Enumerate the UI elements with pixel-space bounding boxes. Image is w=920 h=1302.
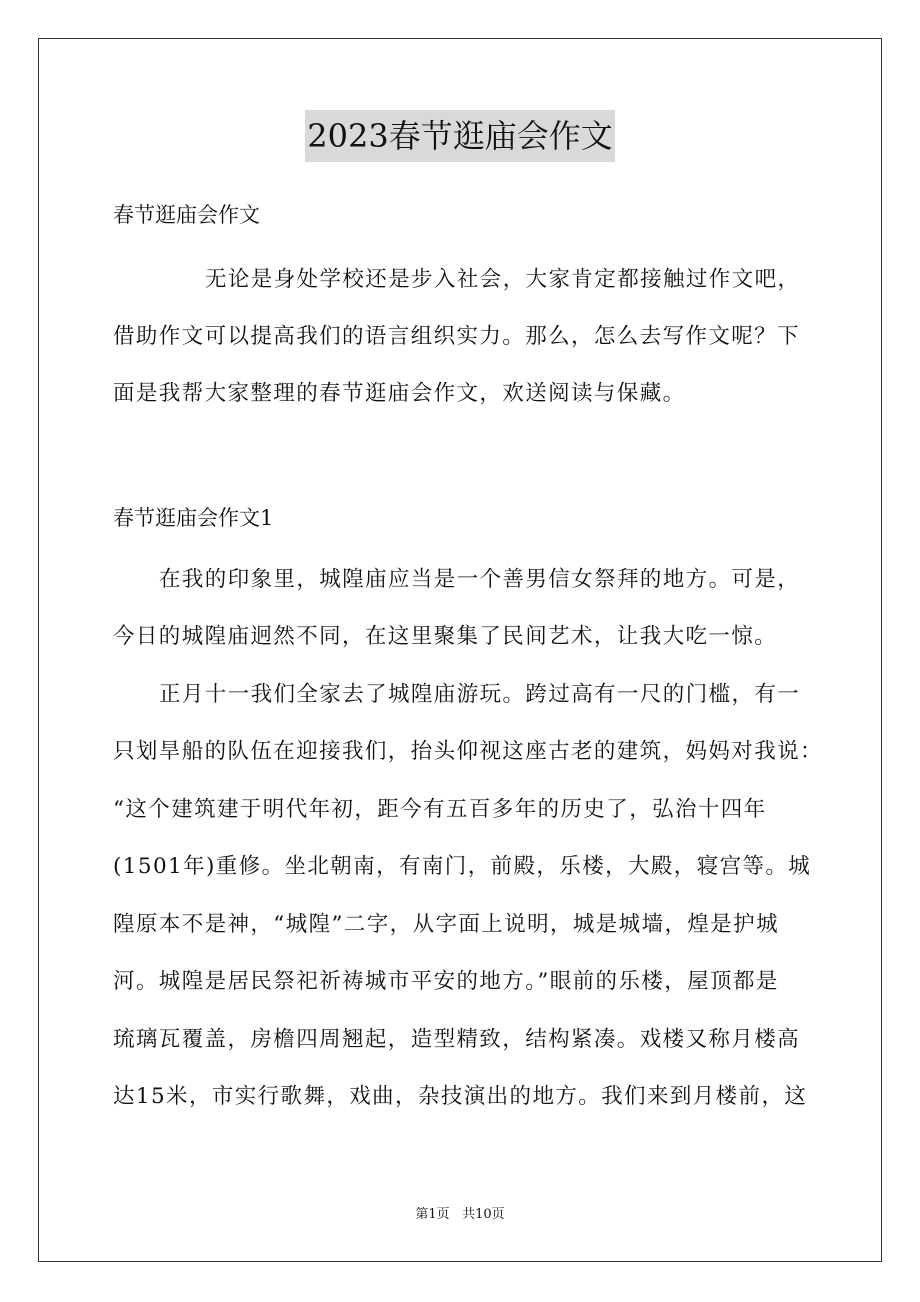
- intro-line-2: 借助作文可以提高我们的语言组织实力。那么，怎么去写作文呢？下: [113, 324, 801, 349]
- body-line-4: 只划旱船的队伍在迎接我们，抬头仰视这座古老的建筑，妈妈对我说：: [113, 739, 823, 764]
- page-footer: [0, 1205, 920, 1225]
- body-line-7: 隍原本不是神，“城隍”二字，从字面上说明，城是城墙，煌是护城: [113, 912, 779, 937]
- body-line-9: 琉璃瓦覆盖，房檐四周翘起，造型精致，结构紧凑。戏楼又称月楼高: [113, 1027, 801, 1052]
- body-line-2: 今日的城隍庙迥然不同，在这里聚集了民间艺术，让我大吃一惊。: [113, 624, 778, 649]
- page-number: 第1页: [415, 1207, 450, 1222]
- body-line-5: “这个建筑建于明代年初，距今有五百多年的历史了，弘治十四年: [113, 797, 767, 822]
- body-line-3: 正月十一我们全家去了城隍庙游玩。跨过高有一尺的门槛，有一: [159, 682, 801, 707]
- document-title: [0, 110, 920, 162]
- intro-line-3: 面是我帮大家整理的春节逛庙会作文，欢送阅读与保藏。: [113, 381, 686, 406]
- body-line-10: 达15米，市实行歌舞，戏曲，杂技演出的地方。我们来到月楼前，这: [113, 1084, 808, 1109]
- section-heading: 春节逛庙会作文1: [113, 506, 274, 530]
- document-title-text: 2023春节逛庙会作文: [305, 110, 614, 162]
- body-line-8: 河。城隍是居民祭祀祈祷城市平安的地方。”眼前的乐楼，屋顶都是: [113, 969, 779, 994]
- document-subtitle: 春节逛庙会作文: [113, 203, 260, 227]
- page-total: 共10页: [462, 1207, 505, 1222]
- intro-line-1: 无论是身处学校还是步入社会，大家肯定都接触过作文吧，: [205, 267, 801, 292]
- body-line-1: 在我的印象里，城隍庙应当是一个善男信女祭拜的地方。可是，: [159, 567, 801, 592]
- body-line-6: (1501年)重修。坐北朝南，有南门，前殿，乐楼，大殿，寝宫等。城: [113, 854, 812, 879]
